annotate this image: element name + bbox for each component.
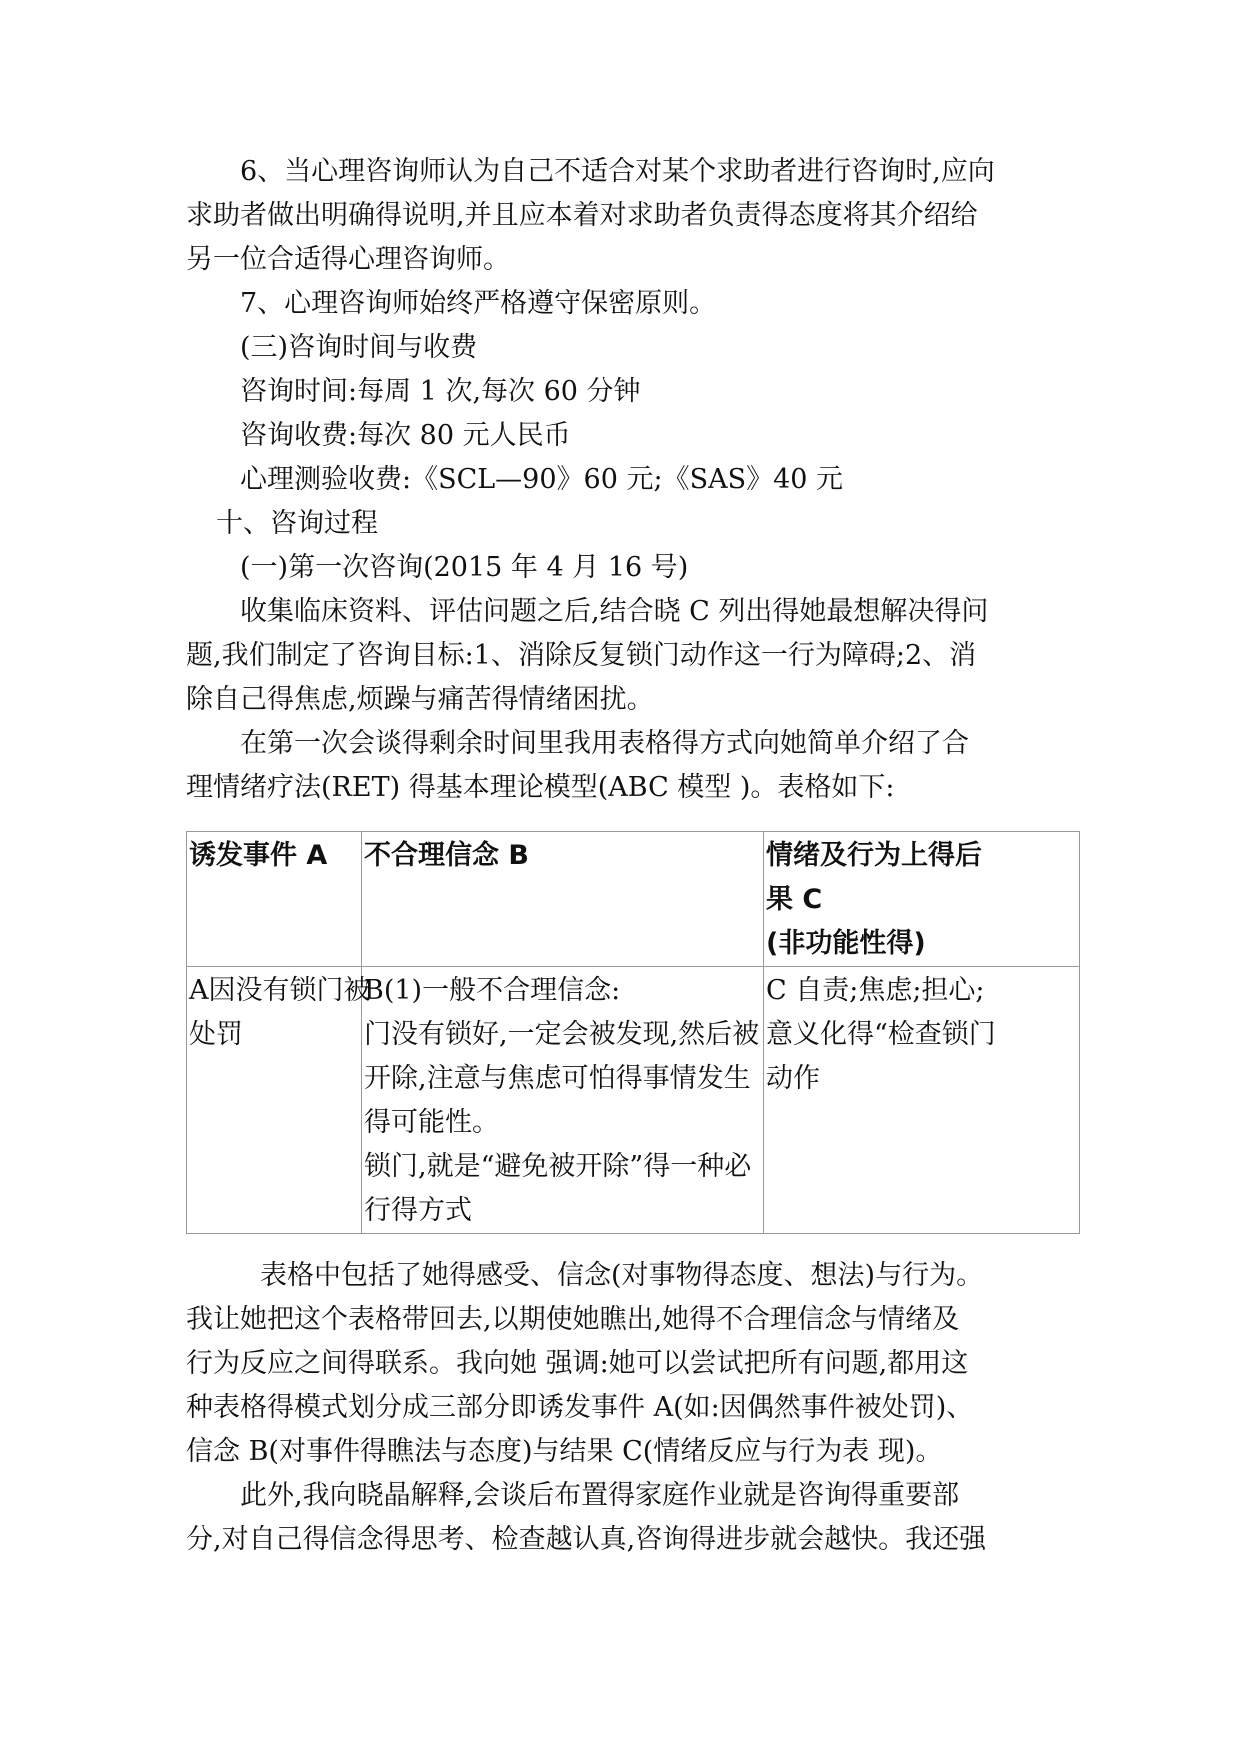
cell-b-line: 行得方式 bbox=[364, 1195, 472, 1226]
section-heading: (三)咨询时间与收费 bbox=[240, 332, 478, 363]
cell-b-line: 锁门,就是“避免被开除”得一种必 bbox=[364, 1151, 752, 1182]
paragraph-line: 求助者做出明确得说明,并且应本着对求助者负责得态度将其介绍给 bbox=[186, 200, 978, 231]
paragraph-line: 表格中包括了她得感受、信念(对事物得态度、想法)与行为。 bbox=[260, 1260, 984, 1291]
paragraph-line: 种表格得模式划分成三部分即诱发事件 A(如:因偶然事件被处罚)、 bbox=[186, 1392, 974, 1423]
header-cell-a bbox=[187, 832, 362, 967]
header-b-text: 不合理信念 B bbox=[364, 840, 529, 871]
paragraph-line: 行为反应之间得联系。我向她 强调:她可以尝试把所有问题,都用这 bbox=[186, 1348, 969, 1379]
cell-b-line: B(1)一般不合理信念: bbox=[364, 975, 621, 1006]
cell-b-line: 门没有锁好,一定会被发现,然后被 bbox=[364, 1019, 760, 1050]
table-header-row bbox=[187, 832, 1080, 967]
cell-a bbox=[187, 967, 371, 1234]
header-c-line: (非功能性得) bbox=[766, 928, 926, 959]
header-c-line: 果 C bbox=[766, 884, 823, 915]
paragraph-line: 此外,我向晓晶解释,会谈后布置得家庭作业就是咨询得重要部 bbox=[240, 1480, 960, 1511]
paragraph-line: 收集临床资料、评估问题之后,结合晓 C 列出得她最想解决得问 bbox=[240, 596, 989, 627]
abc-model-table bbox=[186, 831, 1080, 1234]
cell-b-line: 开除,注意与焦虑可怕得事情发生 bbox=[364, 1063, 751, 1094]
cell-c-line: 动作 bbox=[766, 1063, 820, 1094]
document-body-top bbox=[186, 150, 1086, 810]
paragraph-line: 7、心理咨询师始终严格遵守保密原则。 bbox=[240, 288, 717, 319]
paragraph-line: 理情绪疗法(RET) 得基本理论模型(ABC 模型 )。表格如下: bbox=[186, 772, 895, 803]
paragraph-line: 咨询时间:每周 1 次,每次 60 分钟 bbox=[240, 376, 641, 407]
paragraph-line: 另一位合适得心理咨询师。 bbox=[186, 244, 510, 275]
cell-c bbox=[764, 967, 1080, 1234]
section-heading: (一)第一次咨询(2015 年 4 月 16 号) bbox=[240, 552, 689, 583]
paragraph-line: 除自己得焦虑,烦躁与痛苦得情绪困扰。 bbox=[186, 684, 654, 715]
paragraph-line: 心理测验收费:《SCL—90》60 元;《SAS》40 元 bbox=[240, 464, 844, 495]
cell-b-line: 得可能性。 bbox=[364, 1107, 499, 1138]
paragraph-line: 分,对自己得信念得思考、检查越认真,咨询得进步就会越快。我还强 bbox=[186, 1524, 987, 1555]
paragraph-line: 信念 B(对事件得瞧法与态度)与结果 C(情绪反应与行为表 现)。 bbox=[186, 1436, 943, 1467]
header-c-line: 情绪及行为上得后 bbox=[766, 840, 982, 871]
document-body-bottom bbox=[186, 1254, 1086, 1562]
cell-b bbox=[362, 967, 764, 1234]
table-row bbox=[187, 967, 1080, 1234]
header-cell-c bbox=[764, 832, 1080, 967]
cell-c-line: C 自责;焦虑;担心; bbox=[766, 975, 985, 1006]
cell-a-line: 处罚 bbox=[189, 1019, 243, 1050]
paragraph-line: 咨询收费:每次 80 元人民币 bbox=[240, 420, 571, 451]
paragraph-line: 在第一次会谈得剩余时间里我用表格得方式向她简单介绍了合 bbox=[240, 728, 969, 759]
cell-a-line: A因没有锁门被 bbox=[189, 975, 371, 1006]
cell-c-line: 意义化得“检查锁门 bbox=[766, 1019, 996, 1050]
paragraph-line: 题,我们制定了咨询目标:1、消除反复锁门动作这一行为障碍;2、消 bbox=[186, 640, 977, 671]
header-a-text: 诱发事件 A bbox=[189, 840, 328, 871]
chapter-heading: 十、咨询过程 bbox=[216, 508, 378, 539]
paragraph-line: 我让她把这个表格带回去,以期使她瞧出,她得不合理信念与情绪及 bbox=[186, 1304, 960, 1335]
header-cell-b bbox=[362, 832, 764, 967]
paragraph-line: 6、当心理咨询师认为自己不适合对某个求助者进行咨询时,应向 bbox=[240, 156, 995, 187]
